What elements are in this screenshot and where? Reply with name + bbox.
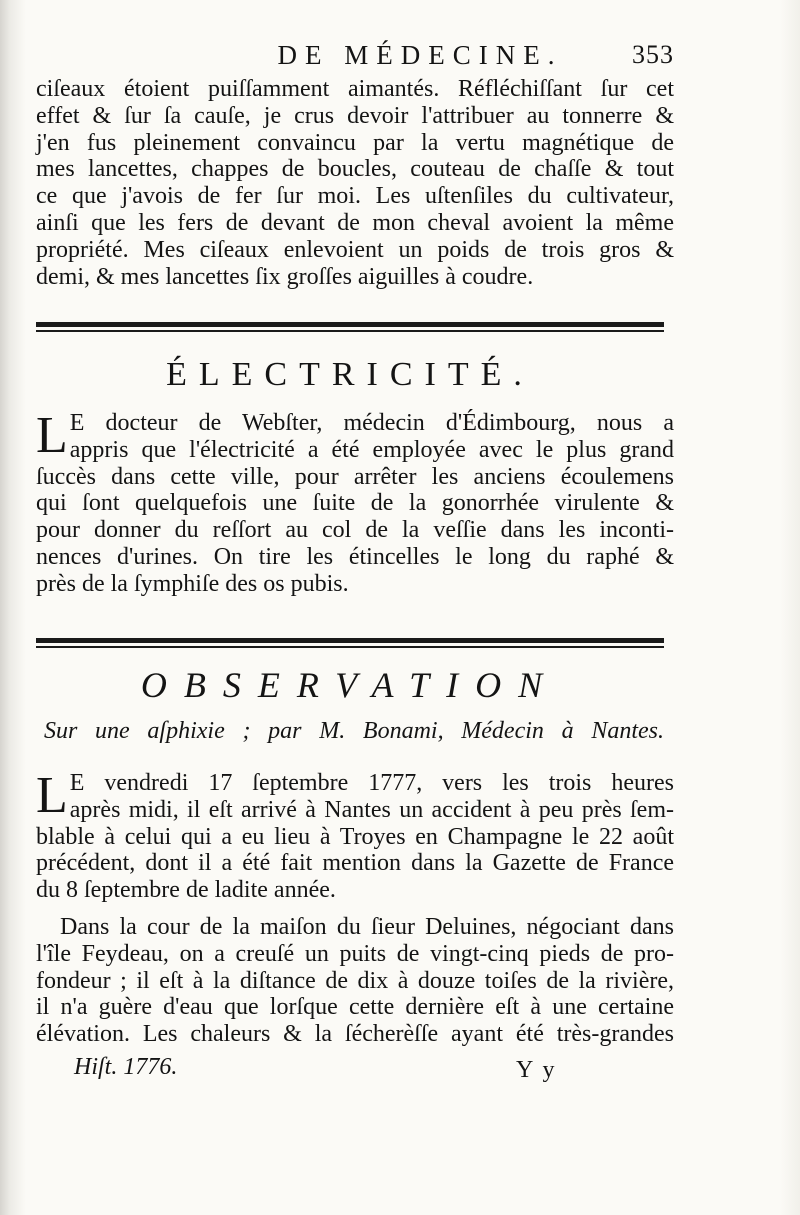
text-line: demi, & mes lancettes ſix groſſes aiguilles à coudre.: [36, 263, 534, 290]
running-title: DE MÉDECINE.: [277, 40, 563, 70]
text-line: l'île Feydeau, on a creuſé un puits de vingt-cinq pieds de pro-: [36, 940, 674, 967]
text-line: fondeur ; il eſt à la diſtance de dix à douze toiſes de la rivière,: [36, 967, 674, 994]
page-number: 353: [632, 40, 674, 69]
text-line: effet & ſur ſa cauſe, je crus devoir l'attribuer au tonnerre &: [36, 102, 674, 129]
electricite-paragraph: [36, 407, 674, 598]
section-rule: [36, 638, 664, 648]
text-line: appris que l'électricité a été employée avec le plus grand: [69, 436, 674, 463]
text-line: Dans la cour de la maiſon du ſieur Deluines, négociant dans: [60, 914, 674, 940]
text-line: blable à celui qui a eu lieu à Troyes en Champagne le 22 août: [36, 823, 674, 850]
text-line: précédent, dont il a été fait mention dans la Gazette de France: [36, 850, 674, 877]
text-line: nences d'urines. On tire les étincelles le long du raphé &: [36, 543, 674, 570]
text-line: ciſeaux étoient puiſſamment aimantés. Réfléchiſſant ſur cet: [36, 76, 674, 102]
text-line-rest: docteur de Webſter, médecin d'Édimbourg, nous a: [84, 410, 674, 436]
text-line: mes lancettes, chappes de boucles, couteau de chaſſe & tout: [36, 156, 674, 183]
text-line: élévation. Les chaleurs & la ſécherèſſe ayant été très-grandes: [36, 1021, 674, 1048]
drop-cap: L: [36, 407, 68, 464]
text-line: propriété. Mes ciſeaux enlevoient un poids de trois gros &: [36, 236, 674, 263]
text-line: il n'a guère d'eau que lorſque cette dernière eſt à une certaine: [36, 994, 674, 1021]
signature-mark: Hiſt. 1776.: [74, 1054, 178, 1080]
text-line: ſuccès dans cette ville, pour arrêter les anciens écoulemens: [36, 463, 674, 490]
text-line: près de la ſymphiſe des os pubis.: [36, 570, 349, 597]
section-heading-electricite: ÉLECTRICITÉ.: [166, 356, 534, 393]
text-line: après midi, il eſt arrivé à Nantes un accident à peu près ſem-: [69, 796, 674, 823]
text-line: ainſi que les fers de devant de mon cheval avoient la même: [36, 209, 674, 236]
text-line: du 8 ſeptembre de ladite année.: [36, 877, 336, 904]
section-rule: [36, 322, 664, 332]
text-line: j'en fus pleinement convaincu par la vertu magnétique de: [36, 129, 674, 156]
observation-paragraph-2: [36, 914, 674, 1048]
top-paragraph: [36, 76, 674, 290]
observation-subtitle: Sur une aſphixie ; par M. Bonami, Médecin à Nantes.: [44, 718, 664, 744]
text-line: ce que j'avois de fer ſur moi. Les uſtenſiles du cultivateur,: [36, 183, 674, 210]
first-word-rest: E: [69, 770, 85, 796]
first-word-rest: E: [69, 410, 85, 436]
observation-paragraph-1: [36, 767, 674, 904]
drop-cap: L: [36, 767, 68, 824]
text-line-rest: vendredi 17 ſeptembre 1777, vers les trois heures: [84, 770, 674, 796]
text-line: qui ſont quelquefois une ſuite de la gonorrhée virulente &: [36, 490, 674, 517]
signature-letter: Y y: [516, 1057, 557, 1083]
text-line: pour donner du reſſort au col de la veſſie dans les inconti-: [36, 517, 674, 544]
section-heading-observation: OBSERVATION: [140, 665, 560, 705]
